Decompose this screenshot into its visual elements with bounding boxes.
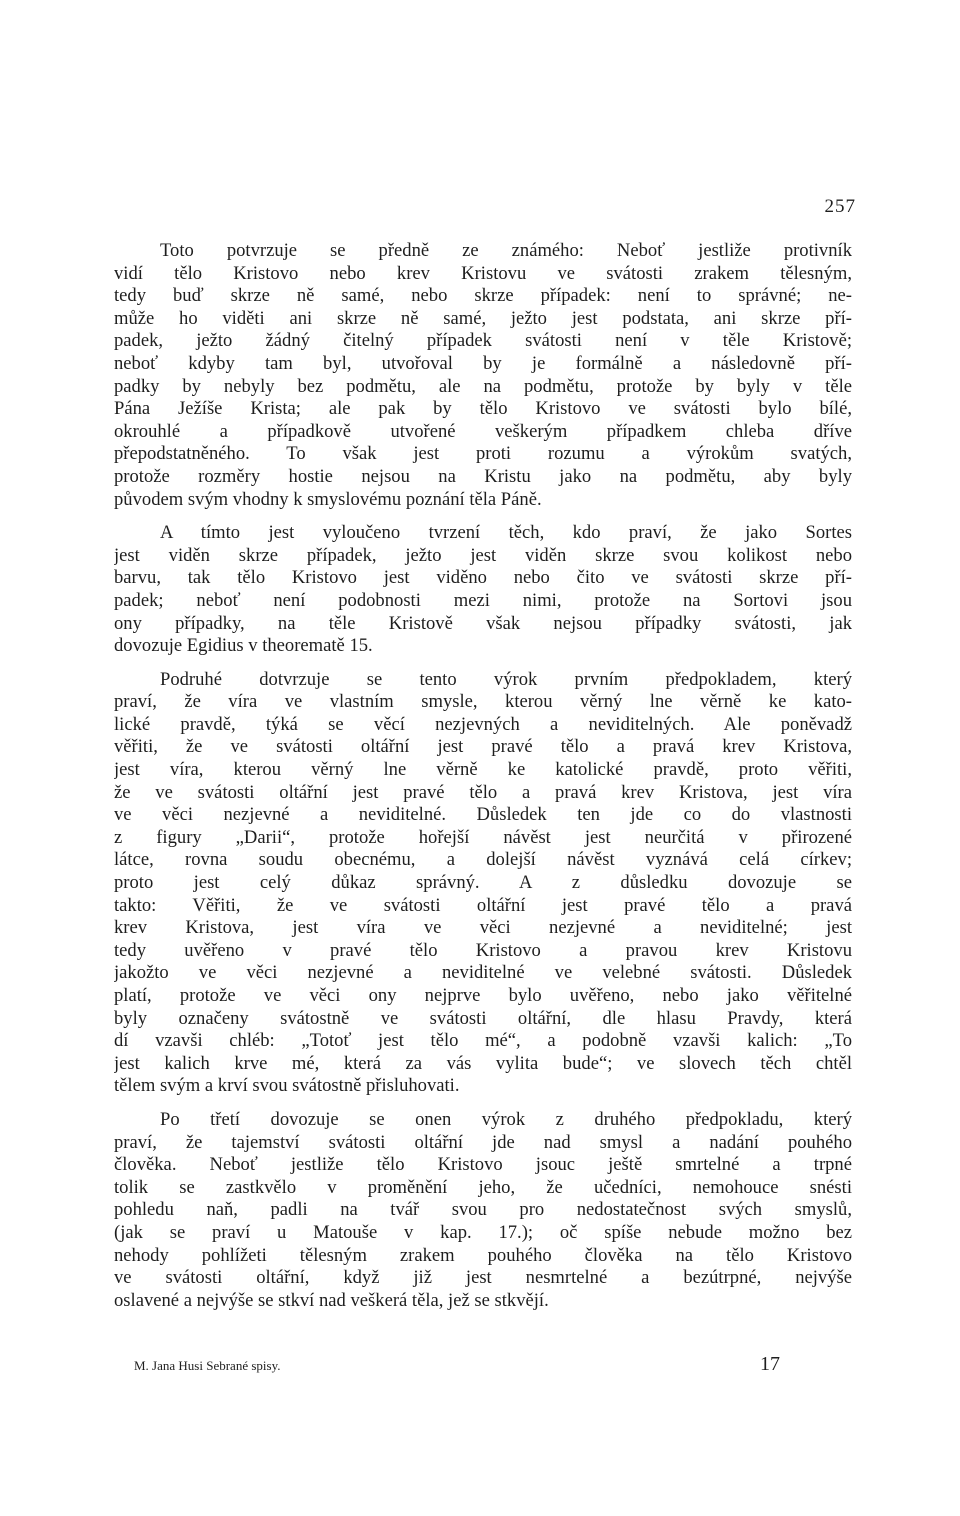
text-line: platí, protože ve věci ony nejprve bylo uvěřeno, nebo jako věřitelné xyxy=(114,985,852,1006)
page-number: 257 xyxy=(824,196,856,217)
text-line: (jak se praví u Matouše v kap. 17.); oč spíše nebude možno bez xyxy=(114,1221,852,1243)
paragraph xyxy=(114,240,852,511)
text-line: barvu, tak tělo Kristovo jest viděno nebo čito ve svátosti skrze pří- xyxy=(114,567,852,589)
text-line: tolik se zastkvělo v proměnění jeho, že učedníci, nemohouce snésti xyxy=(114,1176,852,1198)
text-line: Podruhé dotvrzuje se tento výrok prvním předpokladem, který xyxy=(160,668,852,690)
text-line: Pána Ježíše Krista; ale pak by tělo Kristovo ve svátosti bylo bílé, xyxy=(114,398,852,420)
text-line: okrouhlé a případkově utvořené veškerým případkem chleba dříve xyxy=(114,420,852,442)
text-line: padky by nebyly bez podmětu, ale na podmětu, protože by byly v těle xyxy=(114,375,852,397)
text-line: neboť kdyby tam byl, utvořoval by je formálně a následovně pří- xyxy=(114,352,852,374)
text-line: člověka. Neboť jestliže tělo Kristovo jsouc ještě smrtelné a trpné xyxy=(114,1154,852,1176)
page-footer xyxy=(134,1353,852,1376)
paragraph xyxy=(114,1109,852,1312)
text-line: přepodstatněného. To však jest proti rozumu a výrokům svatých, xyxy=(114,443,852,465)
text-line: Po třetí dovozuje se onen výrok z druhého předpokladu, který xyxy=(160,1108,852,1130)
text-line: padek, ježto žádný čitelný případek svátosti není v těle Kristově; xyxy=(114,330,852,352)
text-line: praví, že tajemství svátosti oltářní jde nad smysl a nadání pouhého xyxy=(114,1131,852,1153)
text-line: lické pravdě, týká se věcí nezjevných a neviditelných. Ale poněvadž xyxy=(114,713,852,735)
text-line: A tímto jest vyloučeno tvrzení těch, kdo praví, že jako Sortes xyxy=(160,522,852,544)
text-line: dovozuje Egidius v theorematě 15. xyxy=(114,635,373,657)
text-line: takto: Věřiti, že ve svátosti oltářní jest pravé tělo a pravá xyxy=(114,894,852,916)
text-line: látce, rovna soudu obecnému, a dolejší návěst vyznává celá církev; xyxy=(114,849,852,871)
text-line: původem svým vhodny k smyslovému poznání těla Páně. xyxy=(114,488,542,510)
text-line: věřiti, že ve svátosti oltářní jest pravé tělo a pravá krev Kristova, xyxy=(114,736,852,758)
text-line: ve svátosti oltářní, když již jest nesmrtelné a bezútrpné, nejvýše xyxy=(114,1267,852,1289)
text-line: tělem svým a krví svou svátostně přisluhovati. xyxy=(114,1075,460,1097)
text-line: oslavené a nejvýše se stkví nad veškerá těla, jež se stkvějí. xyxy=(114,1289,549,1311)
text-line: jest víra, kterou věrný lne věrně ke katolické pravdě, proto věřiti, xyxy=(114,759,852,781)
footer-source: M. Jana Husi Sebrané spisy. xyxy=(134,1358,281,1373)
text-line: krev Kristova, jest víra ve věci nezjevné a neviditelné; jest xyxy=(114,917,852,939)
text-line: byly označeny svátostně ve svátosti oltářní, dle hlasu Pravdy, která xyxy=(114,1007,852,1029)
text-line: tedy uvěřeno v pravé tělo Kristovo a pravou krev Kristovu xyxy=(114,939,852,961)
text-line: nehody pohlížeti tělesným zrakem pouhého člověka na tělo Kristovo xyxy=(114,1244,852,1266)
paragraph xyxy=(114,522,852,658)
text-line: jakožto ve věci nezjevné a neviditelné ve velebné svátosti. Důsledek xyxy=(114,962,852,984)
text-line: proto jest celý důkaz správný. A z důsledku dovozuje se xyxy=(114,872,852,894)
paragraph xyxy=(114,669,852,1098)
text-line: pohledu naň, padli na tvář svou pro nedostatečnost svých smyslů, xyxy=(114,1199,852,1221)
text-line: Toto potvrzuje se předně ze známého: Neboť jestliže protivník xyxy=(160,240,852,261)
signature-mark: 17 xyxy=(760,1353,780,1375)
text-line: může ho viděti ani skrze ně samé, ježto jest podstata, ani skrze pří- xyxy=(114,307,852,329)
text-line: praví, že víra ve vlastním smysle, kterou věrný lne věrně ke kato- xyxy=(114,691,852,713)
text-line: protože rozměry hostie nejsou na Kristu jako na podmětu, aby byly xyxy=(114,465,852,487)
text-line: že ve svátosti oltářní jest pravé tělo a pravá krev Kristova, jest víra xyxy=(114,781,852,803)
text-line: tedy buď skrze ně samé, nebo skrze případek: není to správné; ne- xyxy=(114,285,852,307)
text-line: ony případky, na těle Kristově však nejsou případky svátosti, jak xyxy=(114,612,852,634)
body-text xyxy=(114,240,852,1323)
text-line: jest viděn skrze případek, ježto jest viděn skrze svou kolikost nebo xyxy=(114,544,852,566)
text-line: jest kalich krve mé, která za vás vylita bude“; ve slovech těch chtěl xyxy=(114,1052,852,1074)
text-line: ve věci nezjevné a neviditelné. Důsledek ten jde co do vlastnosti xyxy=(114,804,852,826)
text-line: dí vzavši chléb: „Totoť jest tělo mé“, a podobně vzavši kalich: „To xyxy=(114,1030,852,1052)
text-line: padek; neboť není podobnosti mezi nimi, protože na Sortovi jsou xyxy=(114,589,852,611)
text-line: vidí tělo Kristovo nebo krev Kristovu ve svátosti zrakem tělesným, xyxy=(114,262,852,284)
text-line: z figury „Darii“, protože hořejší návěst jest neurčitá v přirozené xyxy=(114,826,852,848)
